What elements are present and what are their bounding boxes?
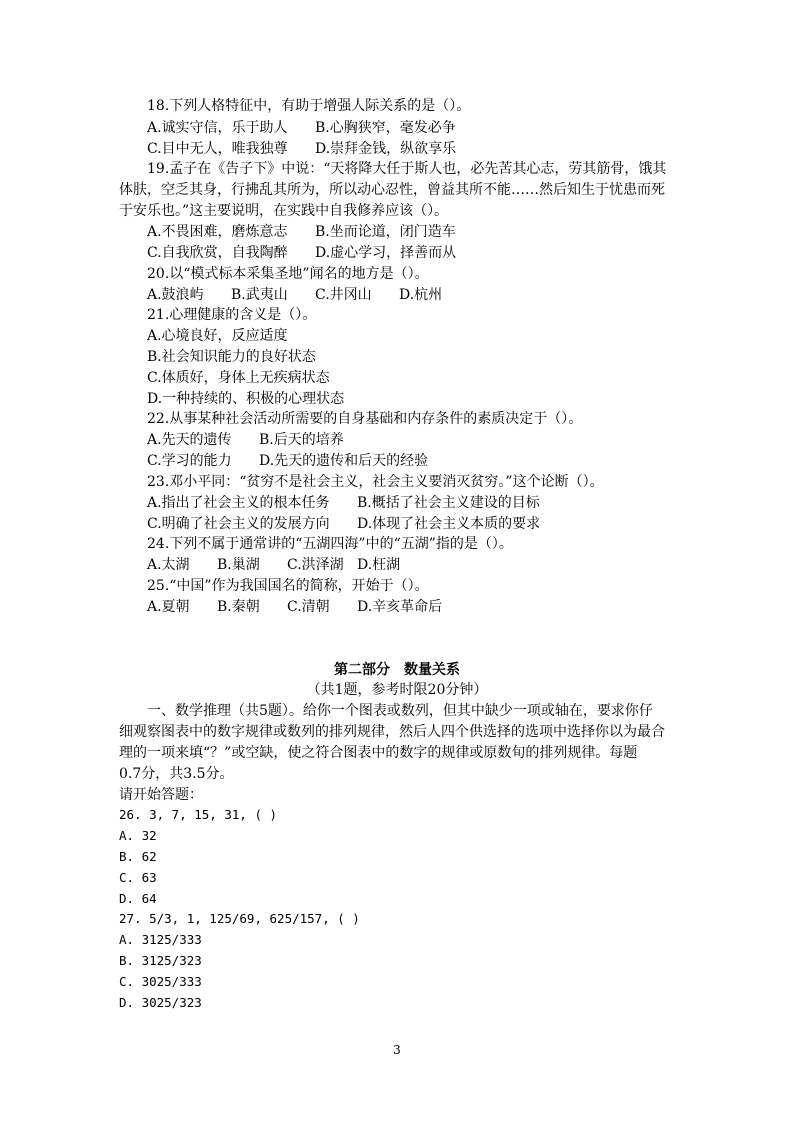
q22-stem: 22.从事某种社会活动所需要的自身基础和内存条件的素质决定于（）。 — [147, 411, 583, 427]
page-number: 3 — [393, 1043, 401, 1057]
q18-option-c: C.目中无人，唯我独尊 — [147, 141, 288, 157]
q23-option-d: D.体现了社会主义本质的要求 — [357, 516, 541, 532]
q24-option-d: D.枉湖 — [357, 557, 401, 573]
q20-options — [147, 285, 442, 305]
q21-option-b: B.社会知识能力的良好状态 — [147, 349, 316, 365]
q20-option-c: C.井冈山 — [315, 287, 372, 303]
q19-option-b: B.坐而论道，闭门造车 — [315, 224, 456, 240]
q27-option-a: A. 3125/333 — [119, 932, 202, 947]
q26-option-c: C. 63 — [119, 870, 157, 885]
q25-option-b: B.秦朝 — [217, 599, 260, 615]
q26-option-d: D. 64 — [119, 891, 157, 906]
q22-option-c: C.学习的能力 — [147, 453, 232, 469]
q19-option-a: A.不畏困难，磨炼意志 — [147, 224, 288, 240]
q27-option-c: C. 3025/333 — [119, 974, 202, 989]
q22-option-a: A.先天的遗传 — [147, 432, 232, 448]
intro-line4: 0.7分，共3.5分。 — [119, 766, 234, 782]
q21-option-d: D.一种持续的、积极的心理状态 — [147, 391, 345, 407]
intro-line2: 细观察图表中的数字规律或数列的排列规律，然后人四个供选择的选项中选择你以为最合 — [119, 724, 665, 740]
q24-options — [147, 555, 400, 575]
q20-option-a: A.鼓浪屿 — [147, 287, 204, 303]
q21-stem: 21.心理健康的含义是（）。 — [147, 307, 317, 323]
q19-options-row2 — [147, 243, 456, 263]
q19-options-row1 — [147, 222, 456, 242]
q18-option-b: B.心胸狭窄，毫发必争 — [315, 120, 456, 136]
intro-line3: 理的一项来填“？”或空缺，使之符合图表中的数字的规律或原数旬的排列规律。每题 — [119, 745, 638, 761]
q22-option-d: D.先天的遗传和后天的经验 — [259, 453, 429, 469]
q25-stem: 25.“中国”作为我国国名的简称，开始于（）。 — [147, 578, 429, 594]
q21-option-c: C.体质好，身体上无疾病状态 — [147, 370, 330, 386]
q25-options — [147, 597, 442, 617]
q25-option-c: C.清朝 — [287, 599, 330, 615]
q19-stem-line2: 体肤，空乏其身，行拂乱其所为，所以动心忍性，曾益其所不能……然后知生于忧患而死 — [119, 182, 665, 198]
q18-option-a: A.诚实守信，乐于助人 — [147, 120, 288, 136]
q23-options-row1 — [147, 493, 540, 513]
q19-stem-line3: 于安乐也。”这主要说明，在实践中自我修养应该（）。 — [119, 203, 449, 219]
q25-option-a: A.夏朝 — [147, 599, 190, 615]
q25-option-d: D.辛亥革命后 — [357, 599, 443, 615]
q23-option-c: C.明确了社会主义的发展方向 — [147, 516, 330, 532]
q18-option-d: D.崇拜金钱，纵欲享乐 — [315, 141, 457, 157]
q21-option-a: A.心境良好，反应适度 — [147, 328, 288, 344]
q22-options-row1 — [147, 430, 344, 450]
section-title: 第二部分 数量关系 — [334, 662, 460, 678]
start-prompt: 请开始答题： — [119, 787, 203, 803]
q27-stem: 27. 5/3, 1, 125/69, 625/157, ( ) — [119, 911, 360, 926]
q26-option-b: B. 62 — [119, 849, 157, 864]
q27-option-d: D. 3025/323 — [119, 995, 202, 1010]
q23-stem: 23.邓小平同：“贫穷不是社会主义，社会主义要消灭贫穷。”这个论断（）。 — [147, 474, 604, 490]
q20-stem: 20.以“模式标本采集圣地”闻名的地方是（）。 — [147, 266, 429, 282]
q24-stem: 24.下列不属于通常讲的“五湖四海”中的“五湖”指的是（）。 — [147, 536, 513, 552]
q19-option-d: D.虚心学习，择善而从 — [315, 245, 457, 261]
q22-option-b: B.后天的培养 — [259, 432, 344, 448]
q23-option-b: B.概括了社会主义建设的目标 — [357, 495, 540, 511]
section-subtitle: （共1题，参考时限20分钟） — [306, 682, 488, 698]
q19-option-c: C.自我欣赏，自我陶醉 — [147, 245, 288, 261]
q18-stem: 18.下列人格特征中，有助于增强人际关系的是（）。 — [147, 98, 471, 114]
q20-option-b: B.武夷山 — [231, 287, 288, 303]
q26-stem: 26. 3, 7, 15, 31, ( ) — [119, 807, 278, 822]
q27-option-b: B. 3125/323 — [119, 953, 202, 968]
q19-stem-line1: 19.孟子在《告子下》中说：“天将降大任于斯人也，必先苦其心志，劳其筋骨，饿其 — [147, 161, 667, 177]
q24-option-c: C.洪泽湖 — [287, 557, 344, 573]
intro-line1: 一、数学推理（共5题）。给你一个图表或数列，但其中缺少一项或轴在，要求你仔 — [147, 703, 653, 719]
q18-options-row2 — [147, 139, 456, 159]
q26-option-a: A. 32 — [119, 828, 157, 843]
q24-option-a: A.太湖 — [147, 557, 190, 573]
q23-options-row2 — [147, 514, 540, 534]
q24-option-b: B.巢湖 — [217, 557, 260, 573]
q20-option-d: D.杭州 — [399, 287, 443, 303]
q23-option-a: A.指出了社会主义的根本任务 — [147, 495, 330, 511]
q22-options-row2 — [147, 451, 428, 471]
q18-options-row1 — [147, 118, 456, 138]
